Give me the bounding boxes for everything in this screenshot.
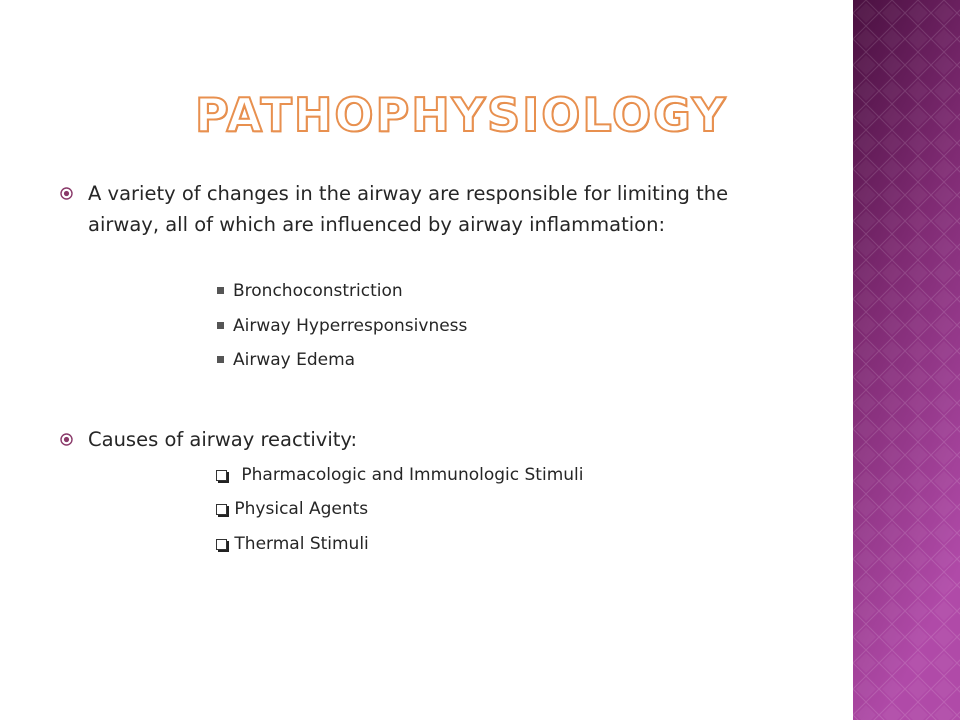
slide-title: PATHOPHYSIOLOGY bbox=[195, 88, 728, 142]
sub-item-label: Airway Edema bbox=[233, 350, 356, 370]
bullet-2 bbox=[88, 424, 788, 455]
sub-item-edema bbox=[233, 349, 355, 371]
sub-item-label: Bronchoconstriction bbox=[233, 281, 403, 301]
shadowed-square-icon bbox=[216, 470, 227, 481]
circled-dot-icon bbox=[60, 433, 73, 446]
shadowed-square-icon bbox=[216, 539, 227, 550]
circled-dot-icon bbox=[60, 187, 73, 200]
bullet-2-text: Causes of airway reactivity: bbox=[88, 428, 358, 451]
sub-item-label: Airway Hyperresponsivness bbox=[233, 316, 468, 336]
sub-item-bronchoconstriction bbox=[233, 280, 403, 302]
diamond-pattern bbox=[853, 0, 960, 720]
sub-item-label: Physical Agents bbox=[234, 499, 369, 519]
sub-item-label: Pharmacologic and Immunologic Stimuli bbox=[241, 465, 584, 485]
square-bullet-icon bbox=[217, 356, 224, 363]
sub-item-hyperresponsiveness bbox=[233, 315, 467, 337]
bullet-1-text: A variety of changes in the airway are responsible for limiting the airway, all of which are influenced by airway inflammation: bbox=[88, 182, 729, 236]
decorative-side-panel bbox=[853, 0, 960, 720]
square-bullet-icon bbox=[217, 287, 224, 294]
bullet-1 bbox=[88, 178, 788, 240]
sub-item-thermal-stimuli bbox=[216, 533, 369, 555]
square-bullet-icon bbox=[217, 322, 224, 329]
sub-item-pharmacologic bbox=[216, 464, 583, 486]
shadowed-square-icon bbox=[216, 504, 227, 515]
sub-item-physical-agents bbox=[216, 498, 368, 520]
sub-item-label: Thermal Stimuli bbox=[234, 534, 369, 554]
